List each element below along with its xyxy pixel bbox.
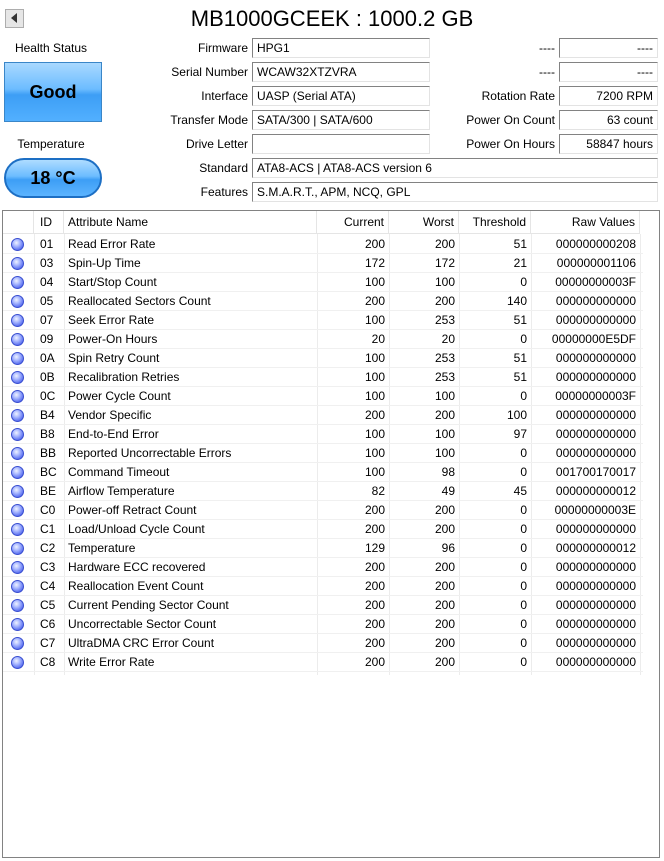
header-threshold[interactable]: Threshold: [459, 211, 531, 234]
table-row[interactable]: [3, 235, 643, 254]
status-dot-icon: [11, 371, 24, 384]
cell-threshold: 0: [520, 522, 527, 536]
cell-worst: 200: [434, 294, 455, 308]
cell-attribute-name: Reallocation Event Count: [68, 579, 204, 593]
drive-letter-label: Drive Letter: [185, 137, 248, 151]
cell-id: BB: [40, 446, 57, 460]
cell-raw-values: 000000000000: [555, 351, 636, 365]
status-dot-icon: [11, 656, 24, 669]
drive-letter-field: [252, 134, 430, 154]
cell-threshold: 51: [513, 237, 527, 251]
cell-threshold: 100: [506, 408, 527, 422]
status-dot-icon: [11, 485, 24, 498]
status-dot-icon: [11, 409, 24, 422]
cell-attribute-name: Airflow Temperature: [68, 484, 175, 498]
cell-current: 100: [364, 313, 385, 327]
cell-attribute-name: Spin-Up Time: [68, 256, 141, 270]
cell-id: C6: [40, 617, 56, 631]
cell-threshold: 0: [520, 446, 527, 460]
cell-raw-values: 000000000000: [555, 446, 636, 460]
table-row[interactable]: [3, 577, 643, 596]
table-row[interactable]: [3, 558, 643, 577]
status-dot-icon: [11, 447, 24, 460]
cell-current: 200: [364, 598, 385, 612]
cell-id: C5: [40, 598, 56, 612]
power-on-count-label: Power On Count: [466, 113, 555, 127]
cell-id: 05: [40, 294, 54, 308]
table-header: [3, 211, 659, 234]
cell-current: 200: [364, 408, 385, 422]
cell-worst: 200: [434, 617, 455, 631]
cell-raw-values: 000000000208: [555, 237, 636, 251]
cell-threshold: 51: [513, 313, 527, 327]
status-dot-icon: [11, 295, 24, 308]
cell-worst: 200: [434, 636, 455, 650]
table-row[interactable]: [3, 368, 643, 387]
cell-worst: 253: [434, 313, 455, 327]
header-current[interactable]: Current: [317, 211, 389, 234]
cell-worst: 200: [434, 579, 455, 593]
status-dot-icon: [11, 333, 24, 346]
cell-worst: 200: [434, 408, 455, 422]
status-dot-icon: [11, 390, 24, 403]
cell-attribute-name: Start/Stop Count: [68, 275, 157, 289]
status-dot-icon: [11, 257, 24, 270]
interface-label: Interface: [201, 89, 248, 103]
cell-threshold: 0: [520, 655, 527, 669]
features-label: Features: [200, 185, 248, 199]
status-dot-icon: [11, 504, 24, 517]
cell-raw-values: 000000000012: [555, 484, 636, 498]
status-dot-icon: [11, 618, 24, 631]
serial-number-field: WCAW32XTZVRA: [252, 62, 430, 82]
cell-id: 03: [40, 256, 54, 270]
cell-current: 100: [364, 465, 385, 479]
table-row[interactable]: [3, 634, 643, 653]
cell-attribute-name: UltraDMA CRC Error Count: [68, 636, 215, 650]
transfer-mode-field: SATA/300 | SATA/600: [252, 110, 430, 130]
table-row[interactable]: [3, 406, 643, 425]
table-row[interactable]: [3, 387, 643, 406]
cell-current: 100: [364, 389, 385, 403]
temperature-label: Temperature: [17, 137, 85, 151]
table-row[interactable]: [3, 444, 643, 463]
cell-id: C0: [40, 503, 56, 517]
cell-attribute-name: Temperature: [68, 541, 136, 555]
firmware-label: Firmware: [198, 41, 248, 55]
cell-id: C2: [40, 541, 56, 555]
cell-threshold: 21: [513, 256, 527, 270]
cell-worst: 200: [434, 503, 455, 517]
cell-threshold: 0: [520, 617, 527, 631]
health-status-button[interactable]: Good: [4, 62, 102, 122]
cell-id: BC: [40, 465, 57, 479]
cell-id: 0C: [40, 389, 56, 403]
cell-raw-values: 000000000000: [555, 313, 636, 327]
extra2-label: ----: [539, 65, 555, 79]
cell-raw-values: 000000000012: [555, 541, 636, 555]
table-row[interactable]: [3, 501, 643, 520]
interface-field: UASP (Serial ATA): [252, 86, 430, 106]
cell-raw-values: 000000000000: [555, 294, 636, 308]
cell-threshold: 51: [513, 351, 527, 365]
cell-worst: 172: [434, 256, 455, 270]
cell-current: 200: [364, 237, 385, 251]
cell-current: 200: [364, 522, 385, 536]
features-field: S.M.A.R.T., APM, NCQ, GPL: [252, 182, 658, 202]
cell-current: 82: [371, 484, 385, 498]
power-on-count-field: 63 count: [559, 110, 658, 130]
cell-worst: 253: [434, 351, 455, 365]
cell-current: 100: [364, 370, 385, 384]
cell-raw-values: 00000000003E: [554, 503, 636, 517]
table-row[interactable]: [3, 425, 643, 444]
status-dot-icon: [11, 428, 24, 441]
cell-current: 200: [364, 636, 385, 650]
cell-attribute-name: Spin Retry Count: [68, 351, 160, 365]
smart-attribute-table[interactable]: [2, 210, 660, 858]
cell-id: 0B: [40, 370, 55, 384]
cell-threshold: 0: [520, 636, 527, 650]
standard-field: ATA8-ACS | ATA8-ACS version 6: [252, 158, 658, 178]
cell-worst: 200: [434, 522, 455, 536]
cell-current: 100: [364, 427, 385, 441]
cell-threshold: 0: [520, 389, 527, 403]
cell-id: 09: [40, 332, 54, 346]
cell-threshold: 0: [520, 579, 527, 593]
cell-current: 200: [364, 560, 385, 574]
status-dot-icon: [11, 352, 24, 365]
cell-attribute-name: Vendor Specific: [68, 408, 152, 422]
cell-threshold: 0: [520, 465, 527, 479]
status-dot-icon: [11, 542, 24, 555]
cell-threshold: 45: [513, 484, 527, 498]
cell-id: C1: [40, 522, 56, 536]
cell-worst: 49: [441, 484, 455, 498]
cell-current: 100: [364, 446, 385, 460]
status-dot-icon: [11, 238, 24, 251]
cell-attribute-name: Reported Uncorrectable Errors: [68, 446, 232, 460]
cell-attribute-name: Power Cycle Count: [68, 389, 171, 403]
table-row[interactable]: [3, 653, 643, 672]
cell-threshold: 0: [520, 275, 527, 289]
status-dot-icon: [11, 466, 24, 479]
cell-current: 200: [364, 503, 385, 517]
cell-threshold: 0: [520, 541, 527, 555]
cell-raw-values: 000000000000: [555, 655, 636, 669]
table-row[interactable]: [3, 330, 643, 349]
cell-attribute-name: Seek Error Rate: [68, 313, 155, 327]
cell-current: 200: [364, 579, 385, 593]
cell-attribute-name: Hardware ECC recovered: [68, 560, 206, 574]
cell-threshold: 140: [506, 294, 527, 308]
cell-worst: 98: [441, 465, 455, 479]
cell-attribute-name: Write Error Rate: [68, 655, 155, 669]
status-dot-icon: [11, 276, 24, 289]
window-title: MB1000GCEEK : 1000.2 GB: [190, 6, 474, 31]
cell-attribute-name: Power-On Hours: [68, 332, 158, 346]
table-row[interactable]: [3, 596, 643, 615]
cell-current: 200: [364, 655, 385, 669]
cell-attribute-name: Power-off Retract Count: [68, 503, 197, 517]
cell-current: 100: [364, 351, 385, 365]
table-row[interactable]: [3, 292, 643, 311]
cell-current: 200: [364, 617, 385, 631]
cell-current: 20: [371, 332, 385, 346]
cell-raw-values: 000000000000: [555, 598, 636, 612]
header-raw-values[interactable]: Raw Values: [531, 211, 640, 234]
cell-threshold: 97: [513, 427, 527, 441]
status-dot-icon: [11, 637, 24, 650]
table-row[interactable]: [3, 311, 643, 330]
table-row[interactable]: [3, 349, 643, 368]
cell-raw-values: 00000000003F: [555, 389, 636, 403]
cell-current: 100: [364, 275, 385, 289]
cell-raw-values: 000000000000: [555, 427, 636, 441]
cell-raw-values: 00000000E5DF: [551, 332, 636, 346]
cell-worst: 100: [434, 275, 455, 289]
extra1-field: ----: [559, 38, 658, 58]
cell-id: B8: [40, 427, 55, 441]
cell-id: 04: [40, 275, 54, 289]
rotation-rate-label: Rotation Rate: [481, 89, 555, 103]
firmware-field: HPG1: [252, 38, 430, 58]
cell-worst: 200: [434, 655, 455, 669]
header-status[interactable]: [3, 211, 34, 234]
header-id[interactable]: ID: [34, 211, 64, 234]
cell-id: 0A: [40, 351, 55, 365]
cell-raw-values: 000000000000: [555, 408, 636, 422]
health-status-label: Health Status: [14, 41, 88, 55]
cell-id: B4: [40, 408, 55, 422]
cell-worst: 100: [434, 427, 455, 441]
cell-worst: 96: [441, 541, 455, 555]
cell-id: 07: [40, 313, 54, 327]
cell-threshold: 0: [520, 332, 527, 346]
cell-attribute-name: Command Timeout: [68, 465, 170, 479]
cell-worst: 200: [434, 560, 455, 574]
cell-worst: 200: [434, 237, 455, 251]
cell-threshold: 0: [520, 503, 527, 517]
cell-threshold: 0: [520, 560, 527, 574]
standard-label: Standard: [199, 161, 248, 175]
cell-id: C8: [40, 655, 56, 669]
serial-number-label: Serial Number: [171, 65, 248, 79]
cell-attribute-name: Uncorrectable Sector Count: [68, 617, 217, 631]
temperature-button[interactable]: 18 °C: [4, 158, 102, 198]
cell-id: C3: [40, 560, 56, 574]
cell-attribute-name: Recalibration Retries: [68, 370, 180, 384]
rotation-rate-field: 7200 RPM: [559, 86, 658, 106]
cell-id: 01: [40, 237, 54, 251]
cell-id: BE: [40, 484, 57, 498]
cell-worst: 100: [434, 446, 455, 460]
status-dot-icon: [11, 599, 24, 612]
cell-attribute-name: End-to-End Error: [68, 427, 159, 441]
cell-attribute-name: Reallocated Sectors Count: [68, 294, 211, 308]
cell-worst: 100: [434, 389, 455, 403]
status-dot-icon: [11, 561, 24, 574]
table-row[interactable]: [3, 482, 643, 501]
table-row[interactable]: [3, 273, 643, 292]
cell-raw-values: 000000000000: [555, 617, 636, 631]
table-row[interactable]: [3, 615, 643, 634]
header-worst[interactable]: Worst: [389, 211, 459, 234]
cell-current: 200: [364, 294, 385, 308]
cell-current: 172: [364, 256, 385, 270]
cell-raw-values: 000000000000: [555, 579, 636, 593]
cell-threshold: 51: [513, 370, 527, 384]
header-attribute-name[interactable]: Attribute Name: [64, 211, 317, 234]
status-dot-icon: [11, 580, 24, 593]
cell-id: C4: [40, 579, 56, 593]
cell-raw-values: 00000000003F: [555, 275, 636, 289]
extra1-label: ----: [539, 41, 555, 55]
power-on-hours-field: 58847 hours: [559, 134, 658, 154]
cell-raw-values: 000000000000: [555, 560, 636, 574]
power-on-hours-label: Power On Hours: [466, 137, 555, 151]
cell-attribute-name: Read Error Rate: [68, 237, 156, 251]
cell-threshold: 0: [520, 598, 527, 612]
cell-id: C7: [40, 636, 56, 650]
cell-attribute-name: Load/Unload Cycle Count: [68, 522, 205, 536]
status-dot-icon: [11, 314, 24, 327]
status-dot-icon: [11, 523, 24, 536]
cell-raw-values: 000000000000: [555, 370, 636, 384]
table-row[interactable]: [3, 539, 643, 558]
cell-worst: 20: [441, 332, 455, 346]
cell-raw-values: 001700170017: [555, 465, 636, 479]
cell-worst: 253: [434, 370, 455, 384]
table-row[interactable]: [3, 463, 643, 482]
table-row[interactable]: [3, 520, 643, 539]
cell-worst: 200: [434, 598, 455, 612]
cell-current: 129: [364, 541, 385, 555]
cell-attribute-name: Current Pending Sector Count: [68, 598, 229, 612]
extra2-field: ----: [559, 62, 658, 82]
cell-raw-values: 000000000000: [555, 636, 636, 650]
table-row[interactable]: [3, 254, 643, 273]
cell-raw-values: 000000001106: [556, 256, 636, 270]
cell-raw-values: 000000000000: [555, 522, 636, 536]
transfer-mode-label: Transfer Mode: [170, 113, 248, 127]
